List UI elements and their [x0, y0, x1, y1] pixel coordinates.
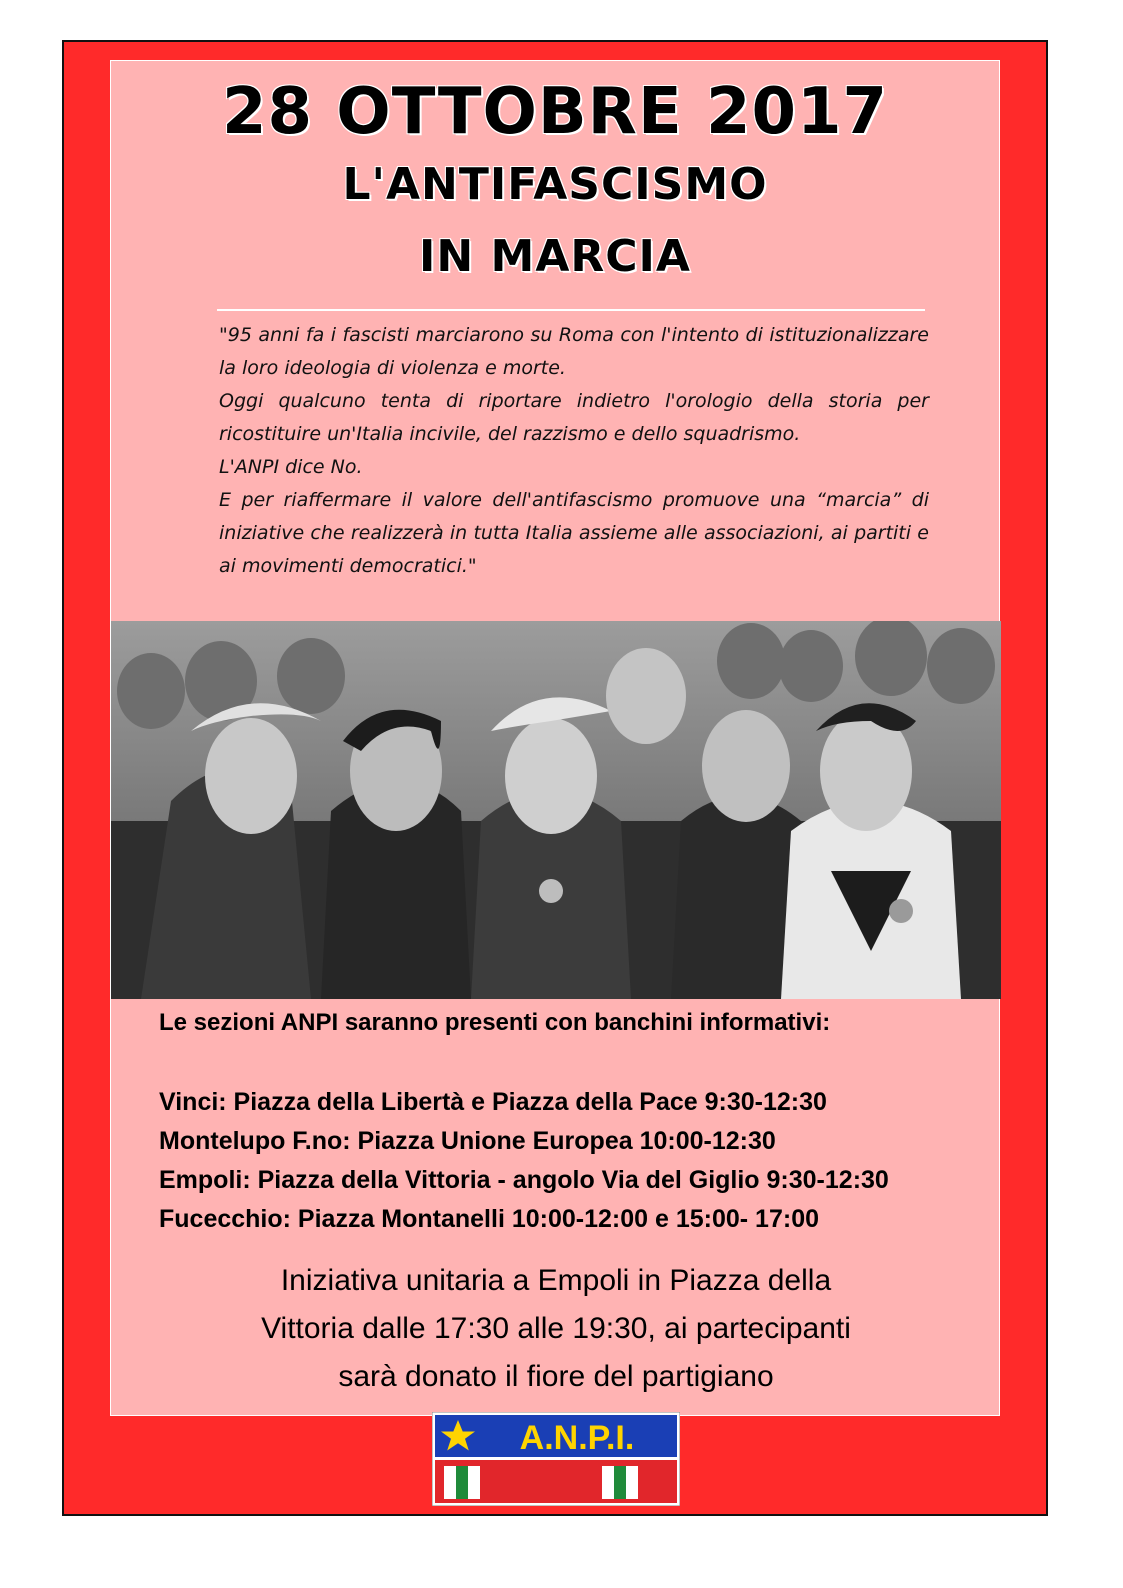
event-date: 28 OTTOBRE 2017 [221, 75, 889, 149]
logo-text: A.N.P.I. [519, 1419, 635, 1457]
stand-montelupo: Montelupo F.no: Piazza Unione Europea 10:00-12:30 [159, 1127, 776, 1155]
closing-announcement: Iniziativa unitaria a Empoli in Piazza della Vittoria dalle 17:30 alle 19:30, ai partecipanti sarà donato il fiore del partigiano [261, 1264, 851, 1393]
italian-flag-right [602, 1466, 638, 1499]
stand-empoli: Empoli: Piazza della Vittoria - angolo Via del Giglio 9:30-12:30 [159, 1166, 889, 1194]
info-stands-heading: Le sezioni ANPI saranno presenti con banchini informativi: [159, 1009, 831, 1036]
info-stands [159, 1007, 979, 1239]
poster-frame [62, 40, 1048, 1516]
title-line-1: L'ANTIFASCISMO [342, 159, 768, 210]
anpi-logo [432, 1412, 680, 1506]
anpi-quote: "95 anni fa i fascisti marciarono su Roma con l'intento di istituzionalizzare la loro ideologia di violenza e morte. Oggi qualcuno tenta di riportare indietro l'orologio della storia per ricostituire un'Italia incivile, del razzismo e dello squadrismo. L'ANPI dice No. E per riaffermare il valore dell'antifascismo promuove una “marcia” di iniziative che realizzerà in tutta Italia assieme alle associazioni, ai partiti e ai movimenti democratici." [219, 324, 929, 577]
italian-flag-left [444, 1466, 480, 1499]
poster-panel [110, 60, 1000, 1416]
divider [217, 309, 925, 311]
title-line-2: IN MARCIA [419, 231, 691, 282]
info-stands-list [159, 1083, 979, 1239]
historic-photo [111, 621, 1001, 999]
stand-vinci: Vinci: Piazza della Libertà e Piazza della Pace 9:30-12:30 [159, 1088, 827, 1116]
stand-fucecchio: Fucecchio: Piazza Montanelli 10:00-12:00 e 15:00- 17:00 [159, 1205, 819, 1233]
